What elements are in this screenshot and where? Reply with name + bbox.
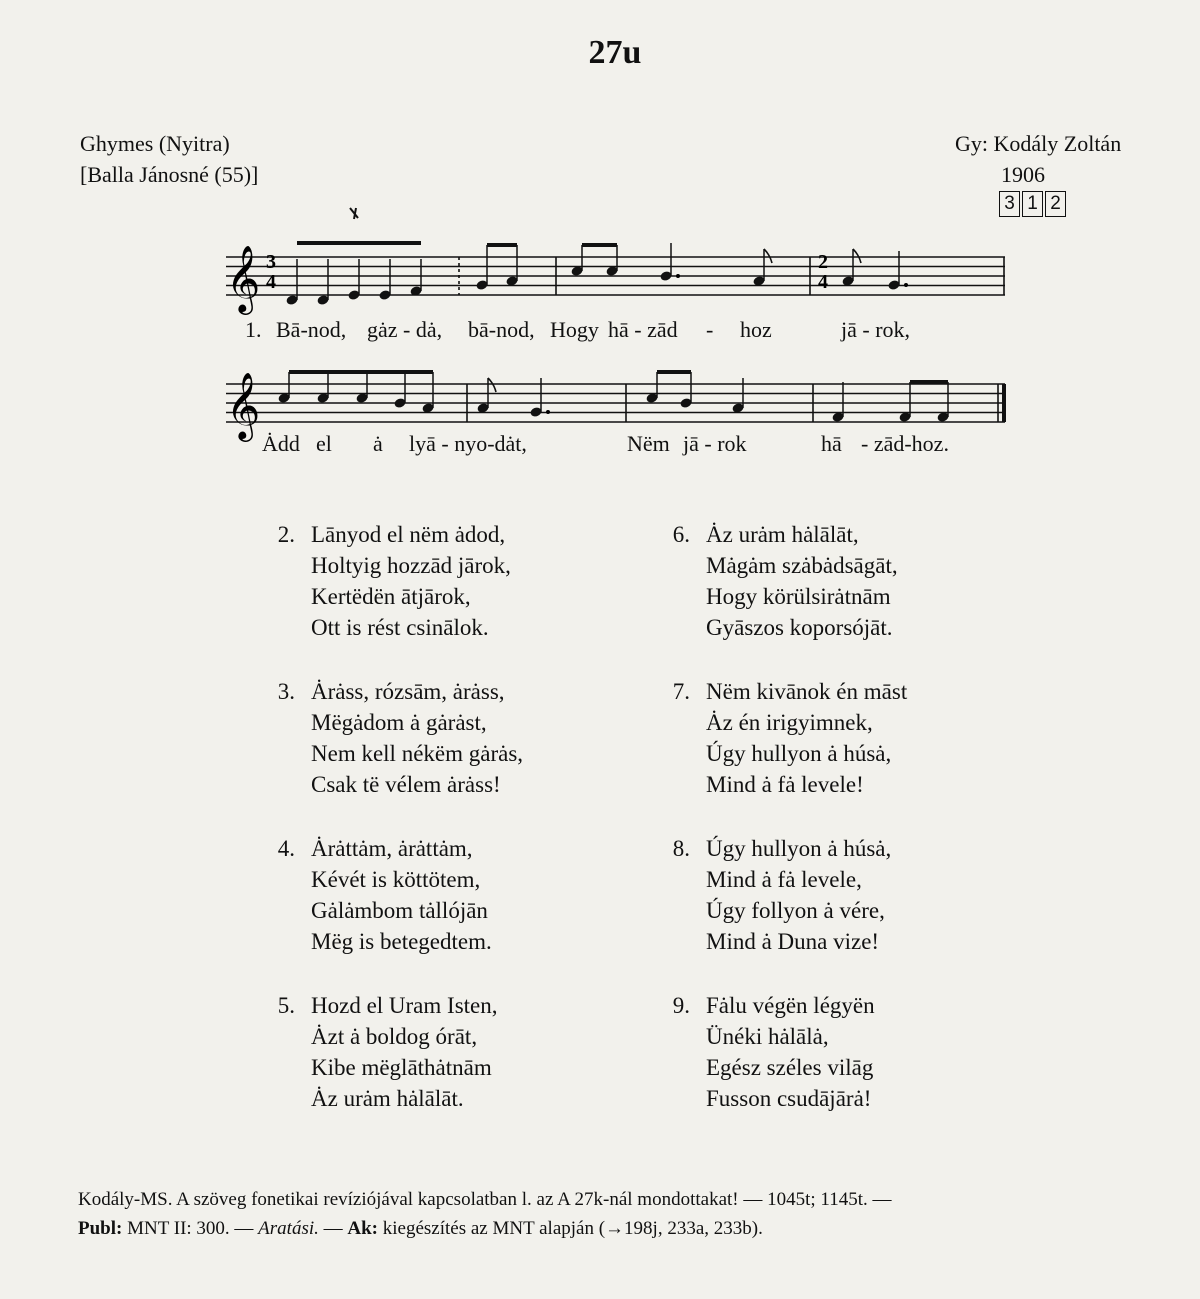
svg-text:𝄞: 𝄞 xyxy=(226,244,261,312)
stanza xyxy=(670,990,875,1114)
stanza-line: Úgy hullyon ȧ húsȧ, xyxy=(706,741,892,766)
stanza-line: Ott is rést csinālok. xyxy=(311,615,489,640)
stanza-line: Fȧlu végën légyën xyxy=(706,993,875,1018)
stanza-line: Úgy hullyon ȧ húsȧ, xyxy=(706,836,892,861)
lyric-syllable: ȧ xyxy=(373,431,383,456)
separator: — xyxy=(318,1218,348,1239)
stanza-number: 3. xyxy=(277,679,295,704)
stanza-line: Holtyig hozzād jārok, xyxy=(311,553,511,578)
lyric-syllable: jā - rok, xyxy=(841,317,911,342)
stanza-line: Úgy follyon ȧ vére, xyxy=(706,898,885,923)
staff-system-1 xyxy=(226,243,1005,306)
time-signature-3-4 xyxy=(266,251,276,293)
ak-text: kiegészítés az MNT alapján (→198j, 233a, 233b). xyxy=(378,1218,763,1239)
stanza-line: Gȧlȧmbom tȧllójān xyxy=(311,898,488,923)
stanza-line: Ȧzt ȧ boldog órāt, xyxy=(311,1024,478,1049)
stanza xyxy=(275,990,498,1114)
staff-system-2 xyxy=(226,372,1005,423)
lyric-syllable: Hogy xyxy=(550,317,599,342)
treble-clef-icon xyxy=(226,244,260,315)
stanza xyxy=(275,676,523,800)
lyric-syllable: hā - zād xyxy=(608,317,678,342)
augmentation-dot xyxy=(676,274,680,278)
stanza-line: Lānyod el nëm ȧdod, xyxy=(311,522,506,547)
lyric-syllable: Ȧdd xyxy=(262,431,300,456)
stanza-line: Kibe mëglāthȧtnām xyxy=(311,1055,492,1080)
stanza-line: Gyāszos koporsójāt. xyxy=(706,615,893,640)
stanza-line: Ȧz urȧm hȧlālāt. xyxy=(311,1086,464,1111)
stanza-line: Ȧrȧttȧm, ȧrȧttȧm, xyxy=(311,836,473,861)
stanza xyxy=(670,519,898,643)
stanza xyxy=(275,519,511,643)
singer: [Balla Jánosné (55)] xyxy=(80,162,259,187)
stanza-line: Nem kell nékëm gȧrȧs, xyxy=(311,741,524,766)
stanza-line: Hogy körülsirȧtnām xyxy=(706,584,891,609)
lyric-syllable: Nëm xyxy=(627,431,670,456)
stanza-number: 4. xyxy=(277,836,295,861)
collector: Gy: Kodály Zoltán xyxy=(955,131,1122,156)
location: Ghymes (Nyitra) xyxy=(80,131,230,156)
stanza-line: Ȧz én irigyimnek, xyxy=(706,710,873,735)
note-flag xyxy=(488,378,496,392)
lyric-syllable: - zād-hoz. xyxy=(861,431,949,456)
stanza-line: Ȧrȧss, rózsām, ȧrȧss, xyxy=(311,679,505,704)
stanza-line: Hozd el Uram Isten, xyxy=(311,993,498,1018)
note-flag xyxy=(764,249,772,263)
stanza-line: Csak të vélem ȧrȧss! xyxy=(311,772,501,797)
publ-label: Publ: xyxy=(78,1218,123,1239)
lyric-syllable: - xyxy=(706,317,714,342)
stanza-number: 2. xyxy=(277,522,295,547)
stanza-line: Mind ȧ Duna vize! xyxy=(706,929,880,954)
svg-text:3: 3 xyxy=(266,251,276,273)
tempo-mark-icon xyxy=(350,208,358,219)
treble-clef-icon xyxy=(226,371,260,442)
lyric-syllable: el xyxy=(316,431,332,456)
ak-label: Ak: xyxy=(347,1218,378,1239)
stanza-line: Mëg is betegedtem. xyxy=(311,929,492,954)
lyric-syllable: lyā - nyo-dȧt, xyxy=(409,431,527,456)
notes-line-2 xyxy=(78,1214,1178,1243)
genre: Aratási. xyxy=(258,1218,319,1239)
stanza-line: Kévét is köttötem, xyxy=(311,867,481,892)
publ-text: MNT II: 300. — xyxy=(122,1218,259,1239)
music-notation xyxy=(0,0,1200,500)
stanza xyxy=(670,833,891,957)
lyric-syllable: hā xyxy=(821,431,842,456)
lyric-syllable: bā-nod, xyxy=(468,317,535,342)
source-notes xyxy=(78,1185,1178,1243)
code-box: 3 xyxy=(999,191,1020,217)
note-flag xyxy=(853,249,861,263)
stanza-line: Fusson csudājārȧ! xyxy=(706,1086,872,1111)
stanza-number: 5. xyxy=(277,993,295,1018)
stanza-number: 9. xyxy=(672,993,690,1018)
stanza xyxy=(670,676,907,800)
stanza xyxy=(275,833,492,957)
notes-line-1: Kodály-MS. A szöveg fonetikai revíziójával kapcsolatban l. az A 27k-nál mondottakat! — 1045t; 1145t. — xyxy=(78,1189,892,1210)
lyric-syllable: jā - rok xyxy=(683,431,747,456)
code-box: 2 xyxy=(1045,191,1066,217)
stanza-number: 6. xyxy=(672,522,690,547)
svg-text:4: 4 xyxy=(818,271,828,293)
stanza-line: Mind ȧ fȧ levele! xyxy=(706,772,864,797)
year: 1906 xyxy=(1001,162,1045,187)
svg-text:4: 4 xyxy=(266,271,276,293)
stanza-line: Mind ȧ fȧ levele, xyxy=(706,867,862,892)
stanza-line: Ünéki hȧlālȧ, xyxy=(706,1024,829,1049)
lyric-syllable: hoz xyxy=(740,317,772,342)
stanza-line: Nëm kivānok én māst xyxy=(706,679,908,704)
time-signature-2-4 xyxy=(818,251,828,293)
code-box: 1 xyxy=(1022,191,1043,217)
lyric-syllable: gȧz - dȧ, xyxy=(367,317,443,342)
stanza-line: Mëgȧdom ȧ gȧrȧst, xyxy=(311,710,487,735)
augmentation-dot xyxy=(904,283,908,287)
lyric-syllable: Bā-nod, xyxy=(276,317,347,342)
svg-text:𝄞: 𝄞 xyxy=(226,371,261,439)
svg-text:2: 2 xyxy=(818,251,828,273)
stanza-line: Egész széles vilāg xyxy=(706,1055,874,1080)
augmentation-dot xyxy=(546,410,550,414)
stanza-number: 8. xyxy=(672,836,690,861)
song-number: 27u xyxy=(588,34,642,71)
lyric-number: 1. xyxy=(245,317,262,342)
stanza-line: Kertëdën ātjārok, xyxy=(311,584,471,609)
stanza-line: Mȧgȧm szȧbȧdsāgāt, xyxy=(706,553,898,578)
stanza-line: Ȧz urȧm hȧlālāt, xyxy=(706,522,859,547)
stanza-number: 7. xyxy=(672,679,690,704)
